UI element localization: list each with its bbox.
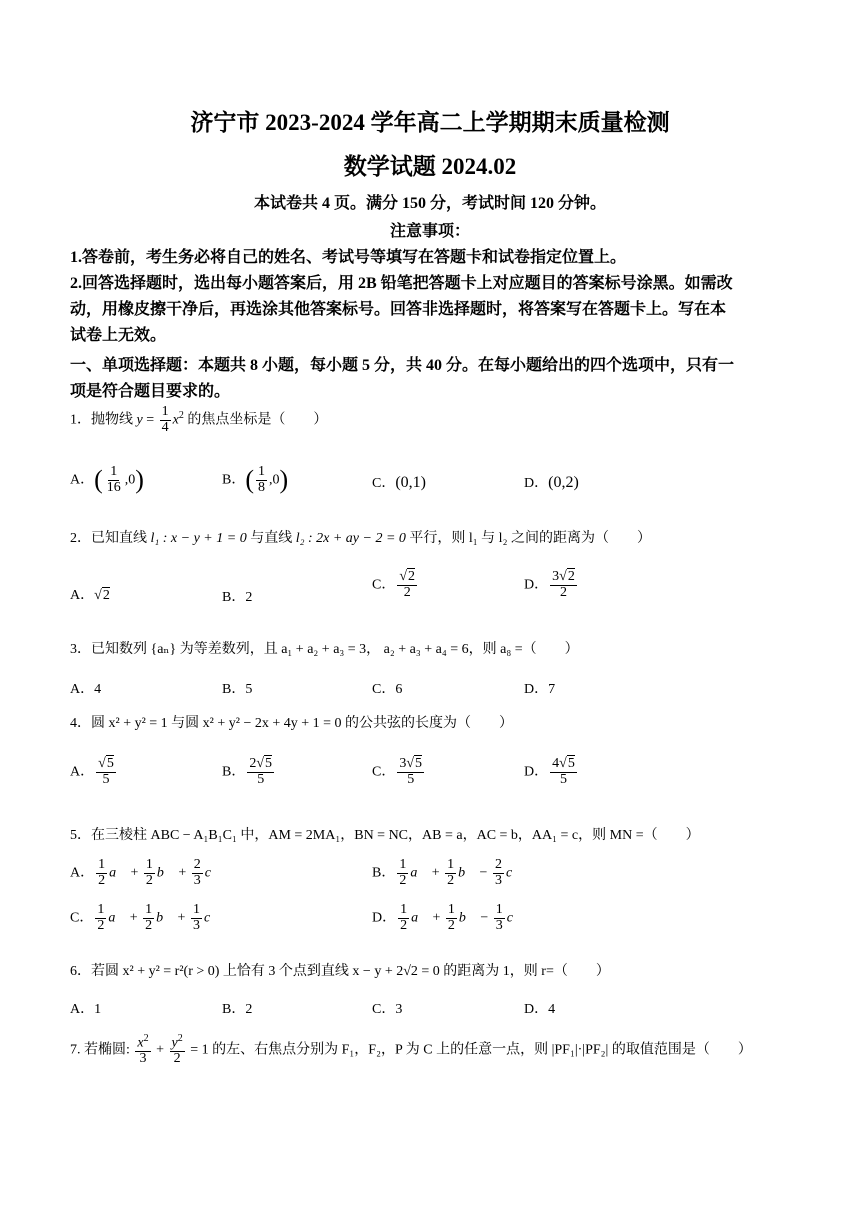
option-d: D． $\frac{4√5}{5}$	[524, 756, 575, 787]
section-heading: 一、单项选择题：本题共 8 小题，每小题 5 分，共 40 分。在每小题给出的四个选项中，只有一	[70, 357, 735, 374]
option-b: B．( $\frac{1}{8}$ ,0)	[222, 464, 289, 495]
option-c: C． $\frac{1}{2}$ a⃗ + $\frac{1}{2}$ b⃗ + $\frac{1}{3}$ c⃗	[70, 902, 222, 933]
page-title: 济宁市 2023-2024 学年高二上学期期末质量检测	[190, 110, 670, 135]
option-d: D．7	[524, 682, 556, 697]
option-label: D．	[372, 910, 397, 926]
line-l2: l₂ : 2x + ay − 2 = 0	[295, 531, 406, 546]
notice-line: 动，用橡皮擦干净后，再选涂其他答案标号。回答非选择题时，将答案写在答题卡上。写在本	[70, 301, 727, 318]
option-label: D．	[524, 476, 549, 491]
notice-heading: 注意事项：	[389, 223, 470, 240]
question-1: 1．抛物线 y = $\frac{1}{4}$ $x^2$ 的焦点坐标是（ ）	[70, 404, 328, 435]
option-b: B． $\frac{2√5}{5}$	[222, 756, 273, 787]
question-7: 7. 若椭圆: $\frac{x^2}{3}$ + $\frac{y^2}{2}$ = 1 的左、右焦点分别为 F₁，F₂，P 为 C 上的任意一点，则 |PF₁|·|PF₂| 的取值范围是（ ）	[70, 1033, 752, 1067]
section-heading: 项是符合题目要求的。	[70, 383, 231, 400]
option-label: A．	[70, 472, 95, 488]
question-6: 6．若圆 x² + y² = r²(r > 0) 上恰有 3 个点到直线 x − y + 2√2 = 0 的距离为 1，则 r=（ ）	[70, 964, 610, 979]
option-a: A．4	[70, 682, 102, 697]
option-a: A． $\frac{1}{2}$ a⃗ + $\frac{1}{2}$ b⃗ + $\frac{2}{3}$ c⃗	[70, 857, 222, 888]
page-subtitle: 数学试题 2024.02	[343, 154, 517, 179]
notice-line: 1.答卷前，考生务必将自己的姓名、考试号等填写在答题卡和试卷指定位置上。	[70, 249, 627, 266]
option-label: C．	[372, 577, 396, 593]
option-label: C．	[70, 910, 94, 926]
option-a: A．1	[70, 1002, 102, 1017]
option-b: B．5	[222, 682, 253, 697]
option-d: D． $\frac{1}{2}$ a⃗ + $\frac{1}{2}$ b⃗ − $\frac{1}{3}$ c⃗	[372, 902, 524, 933]
option-label: C．	[372, 764, 396, 780]
option-label: A．	[70, 865, 95, 881]
notice-line: 2.回答选择题时，选出每小题答案后，用 2B 铅笔把答题卡上对应题目的答案标号涂黑。如需改	[70, 275, 733, 292]
option-label: D．	[524, 764, 549, 780]
option-label: B．	[222, 472, 246, 488]
question-7-suffix: 的左、右焦点分别为 F₁，F₂，P 为 C 上的任意一点，则 |PF₁|·|PF₂| 的取值范围是（ ）	[212, 1042, 752, 1058]
option-a: A． $\frac{√5}{5}$	[70, 756, 114, 787]
question-4: 4．圆 x² + y² = 1 与圆 x² + y² − 2x + 4y + 1 = 0 的公共弦的长度为（ ）	[70, 716, 514, 731]
fraction: $\frac{1}{4}$	[161, 404, 169, 435]
question-1-prefix: 1．抛物线	[70, 412, 133, 428]
option-a: A．( $\frac{1}{16}$ ,0)	[70, 464, 144, 495]
question-2	[70, 527, 651, 547]
option-label: C．	[372, 476, 396, 491]
question-2-suffix: 平行，则 l₁ 与 l₂ 之间的距离为（ ）	[409, 531, 651, 546]
option-b: B． $\frac{1}{2}$ a⃗ + $\frac{1}{2}$ b⃗ − $\frac{2}{3}$ c⃗	[372, 857, 524, 888]
question-5: 5．在三棱柱 ABC − A₁B₁C₁ 中，AM = 2MA₁，BN = NC，AB = a，AC = b，AA₁ = c，则 MN =（ ）	[70, 828, 700, 843]
option-b	[222, 586, 252, 606]
option-c: C．6	[372, 682, 403, 697]
option-label: B．	[222, 764, 246, 780]
question-7-prefix: 7. 若椭圆:	[70, 1042, 130, 1058]
option-c: C．3	[372, 1002, 403, 1017]
exam-info: 本试卷共 4 页。满分 150 分，考试时间 120 分钟。	[253, 195, 606, 212]
notice-line: 试卷上无效。	[70, 327, 167, 344]
question-1-suffix: 的焦点坐标是（ ）	[187, 412, 328, 428]
option-value: (0,2)	[548, 474, 579, 491]
option-a: A．√2	[70, 588, 110, 603]
option-label: B．	[372, 865, 396, 881]
option-d	[524, 472, 579, 492]
line-l1: l₁ : x − y + 1 = 0	[150, 531, 247, 546]
option-value: (0,1)	[395, 474, 426, 491]
option-label: B．	[222, 590, 246, 605]
option-label: D．	[524, 577, 549, 593]
option-label: A．	[70, 764, 95, 780]
option-label: A．	[70, 588, 95, 603]
option-value: 2	[245, 590, 253, 605]
option-d: D．4	[524, 1002, 556, 1017]
option-d: D． $\frac{3√2}{2}$	[524, 569, 575, 600]
option-c: C． $\frac{3√5}{5}$	[372, 756, 423, 787]
question-3: 3．已知数列 {aₙ} 为等差数列，且 a₁ + a₂ + a₃ = 3， a₂ + a₃ + a₄ = 6，则 a₈ =（ ）	[70, 642, 579, 657]
option-c: C． $\frac{√2}{2}$	[372, 569, 416, 600]
option-c	[372, 472, 426, 492]
option-b: B．2	[222, 1002, 253, 1017]
question-2-mid: 与直线	[250, 531, 293, 546]
question-2-prefix: 2．已知直线	[70, 531, 147, 546]
